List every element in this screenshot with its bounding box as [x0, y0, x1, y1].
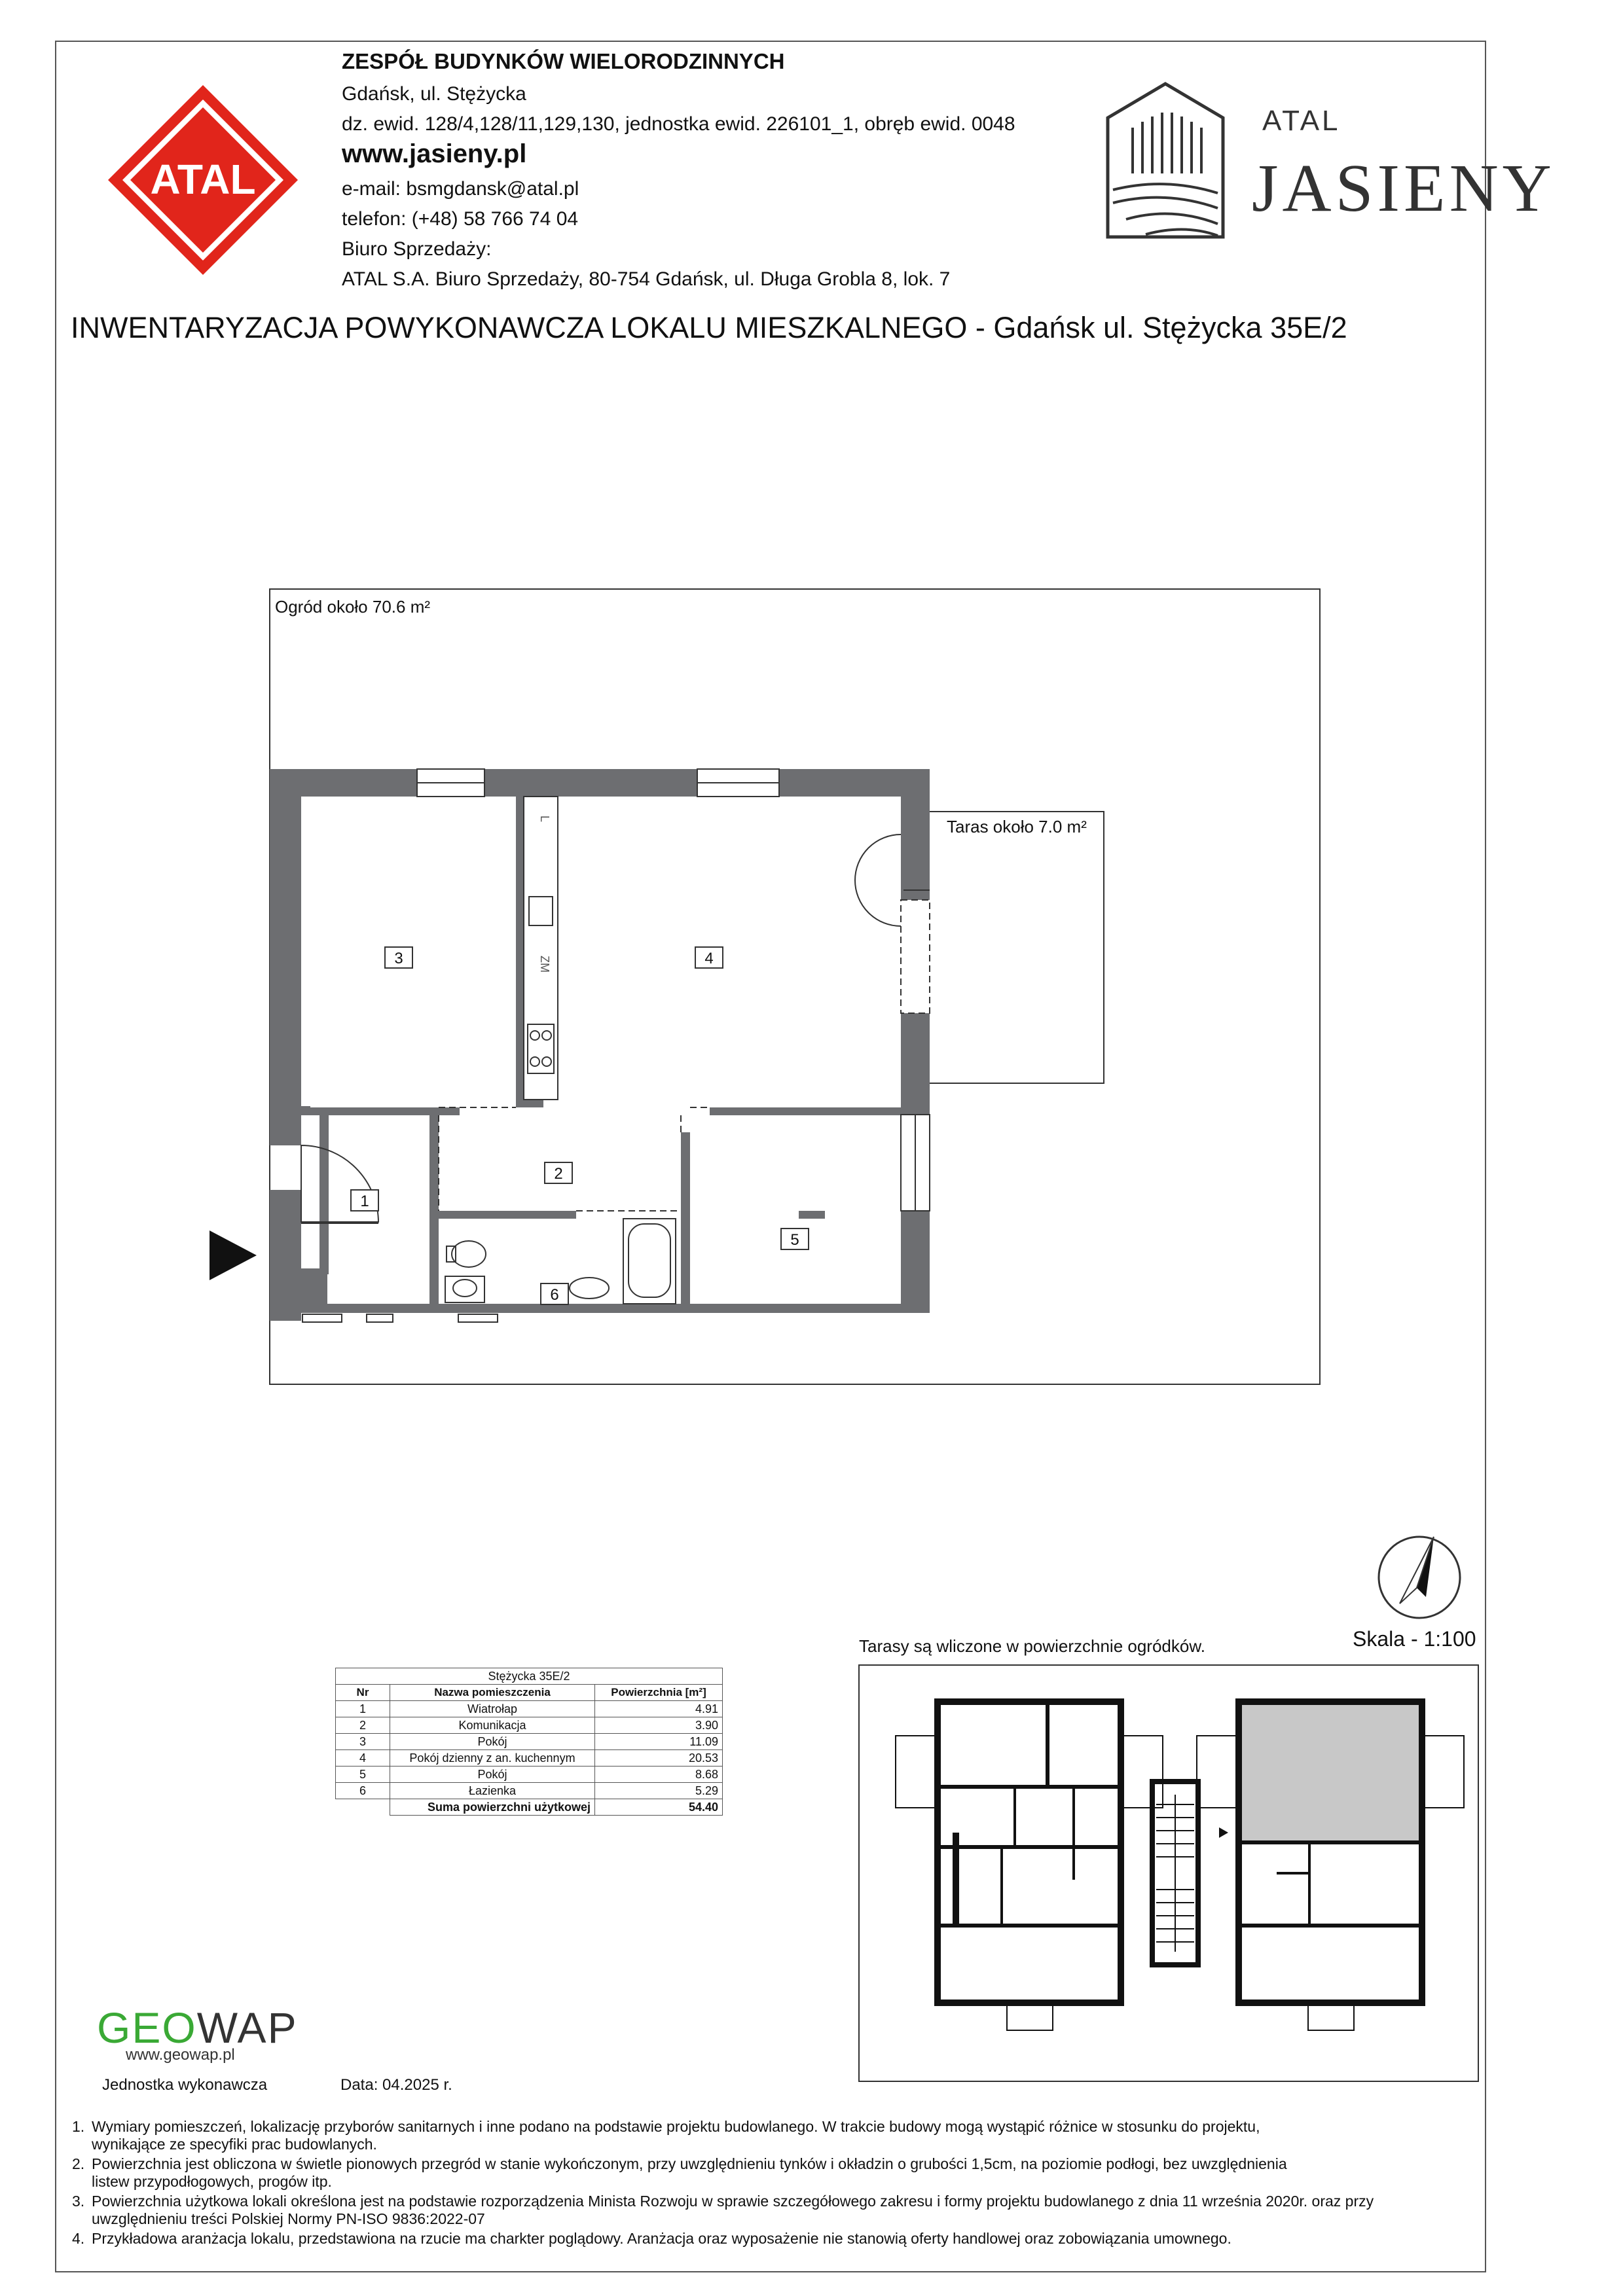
row-area: 11.09	[595, 1734, 723, 1750]
floor-plan	[249, 576, 1362, 1401]
room-number-5: 5	[780, 1228, 809, 1250]
note-number: 4.	[72, 2230, 85, 2247]
jasieny-emblem-icon	[1100, 79, 1231, 242]
row-area: 20.53	[595, 1750, 723, 1767]
header-nr: Nr	[336, 1685, 390, 1701]
atal-logo-text: ATAL	[150, 156, 256, 203]
note-item	[55, 2118, 1456, 2153]
room-number-2: 2	[544, 1162, 573, 1184]
kitchen-dishwasher-mark: ZM	[538, 956, 551, 973]
note-text-continued: wynikające ze specyfiki prac budowlanych.	[92, 2136, 377, 2153]
note-text-continued: listew przypodłogowych, progów itp.	[92, 2173, 332, 2190]
row-area: 4.91	[595, 1701, 723, 1717]
sum-value: 54.40	[595, 1799, 723, 1816]
note-text: Powierzchnia użytkowa lokali określona jest na podstawie rozporządzenia Minista Rozwoju w sprawie szczegółowego zakresu i formy projektu budowlanego z dnia 11 września 2020r. oraz przy	[92, 2193, 1374, 2210]
geowap-logo-geo: GEO	[97, 2003, 197, 2052]
note-item	[55, 2230, 1456, 2248]
key-plan	[858, 1664, 1480, 2083]
row-name: Komunikacja	[390, 1717, 595, 1734]
table-row	[336, 1717, 723, 1734]
note-text: Przykładowa aranżacja lokalu, przedstawiona na rzucie ma charkter poglądowy. Aranżacja oraz wyposażenie nie stanowią oferty handlowej oraz zobowiązania umownego.	[92, 2230, 1231, 2247]
row-area: 5.29	[595, 1783, 723, 1799]
room-number-1: 1	[350, 1189, 379, 1211]
note-number: 3.	[72, 2193, 85, 2210]
row-name: Łazienka	[390, 1783, 595, 1799]
table-row	[336, 1750, 723, 1767]
note-number: 2.	[72, 2155, 85, 2172]
header-office-label: Biuro Sprzedaży:	[342, 238, 492, 260]
terrace-area-label: Taras około 7.0 m²	[947, 817, 1087, 836]
header-phone: telefon: (+48) 58 766 74 04	[342, 208, 579, 230]
date-label: Data: 04.2025 r.	[340, 2076, 452, 2094]
table-header-row	[336, 1685, 723, 1701]
row-area: 3.90	[595, 1717, 723, 1734]
row-name: Pokój	[390, 1734, 595, 1750]
row-name: Pokój	[390, 1767, 595, 1783]
page-title: INWENTARYZACJA POWYKONAWCZA LOKALU MIESZKALNEGO - Gdańsk ul. Stężycka 35E/2	[71, 311, 1347, 344]
north-arrow-icon	[1374, 1532, 1465, 1623]
row-name: Wiatrołap	[390, 1701, 595, 1717]
note-text-continued: uwzględnieniu treści Polskiej Normy PN-ISO 9836:2022-07	[92, 2210, 485, 2227]
table-sum-row	[336, 1799, 723, 1816]
row-nr: 4	[336, 1750, 390, 1767]
header-street: Gdańsk, ul. Stężycka	[342, 83, 526, 105]
brand-jasieny: JASIENY	[1252, 151, 1556, 226]
row-nr: 3	[336, 1734, 390, 1750]
header-website[interactable]: www.jasieny.pl	[342, 139, 527, 168]
brand-atal-small: ATAL	[1262, 105, 1341, 137]
garden-area-label: Ogród około 70.6 m²	[275, 597, 431, 617]
room-number-3: 3	[384, 946, 413, 969]
table-row	[336, 1734, 723, 1750]
row-nr: 5	[336, 1767, 390, 1783]
row-nr: 1	[336, 1701, 390, 1717]
table-row	[336, 1767, 723, 1783]
scale-label: Skala - 1:100	[1353, 1627, 1476, 1651]
table-row	[336, 1783, 723, 1799]
room-number-4: 4	[695, 946, 723, 969]
sum-spacer	[336, 1799, 390, 1816]
header-email[interactable]: e-mail: bsmgdansk@atal.pl	[342, 178, 579, 200]
row-name: Pokój dzienny z an. kuchennym	[390, 1750, 595, 1767]
note-item	[55, 2193, 1456, 2228]
note-text: Powierzchnia jest obliczona w świetle pionowych przegród w stanie wykończonym, przy uwzględnieniu tynków i okładzin o grubości 1,5cm, na poziomie podłogi, bez uwzględnienia	[92, 2155, 1287, 2172]
row-nr: 2	[336, 1717, 390, 1734]
header-parcel: dz. ewid. 128/4,128/11,129,130, jednostka ewid. 226101_1, obręb ewid. 0048	[342, 113, 1015, 135]
sum-label: Suma powierzchni użytkowej	[390, 1799, 595, 1816]
executing-unit-label: Jednostka wykonawcza	[102, 2076, 268, 2094]
header-area: Powierzchnia [m²]	[595, 1685, 723, 1701]
rooms-table	[335, 1668, 723, 1816]
atal-logo	[108, 85, 298, 275]
key-plan-note: Tarasy są wliczone w powierzchnie ogródków.	[859, 1636, 1205, 1656]
table-row	[336, 1701, 723, 1717]
header-office-address: ATAL S.A. Biuro Sprzedaży, 80-754 Gdańsk, ul. Długa Grobla 8, lok. 7	[342, 268, 951, 290]
table-title-row	[336, 1668, 723, 1685]
row-nr: 6	[336, 1783, 390, 1799]
note-number: 1.	[72, 2118, 85, 2135]
geowap-logo	[97, 2003, 298, 2053]
table-title: Stężycka 35E/2	[336, 1668, 723, 1685]
header-name: Nazwa pomieszczenia	[390, 1685, 595, 1701]
note-text: Wymiary pomieszczeń, lokalizację przyborów sanitarnych i inne podano na podstawie projektu budowlanego. W trakcie budowy mogą wystąpić różnice w stosunku do projektu,	[92, 2118, 1260, 2135]
geowap-logo-wap: WAP	[196, 2003, 298, 2052]
kitchen-fridge-mark: L	[538, 816, 551, 823]
geowap-url[interactable]: www.geowap.pl	[126, 2046, 235, 2064]
note-item	[55, 2155, 1456, 2191]
notes-list	[55, 2118, 1456, 2250]
row-area: 8.68	[595, 1767, 723, 1783]
entrance-arrow-icon	[210, 1230, 262, 1283]
room-number-6: 6	[540, 1283, 569, 1305]
header-complex-name: ZESPÓŁ BUDYNKÓW WIELORODZINNYCH	[342, 49, 785, 73]
